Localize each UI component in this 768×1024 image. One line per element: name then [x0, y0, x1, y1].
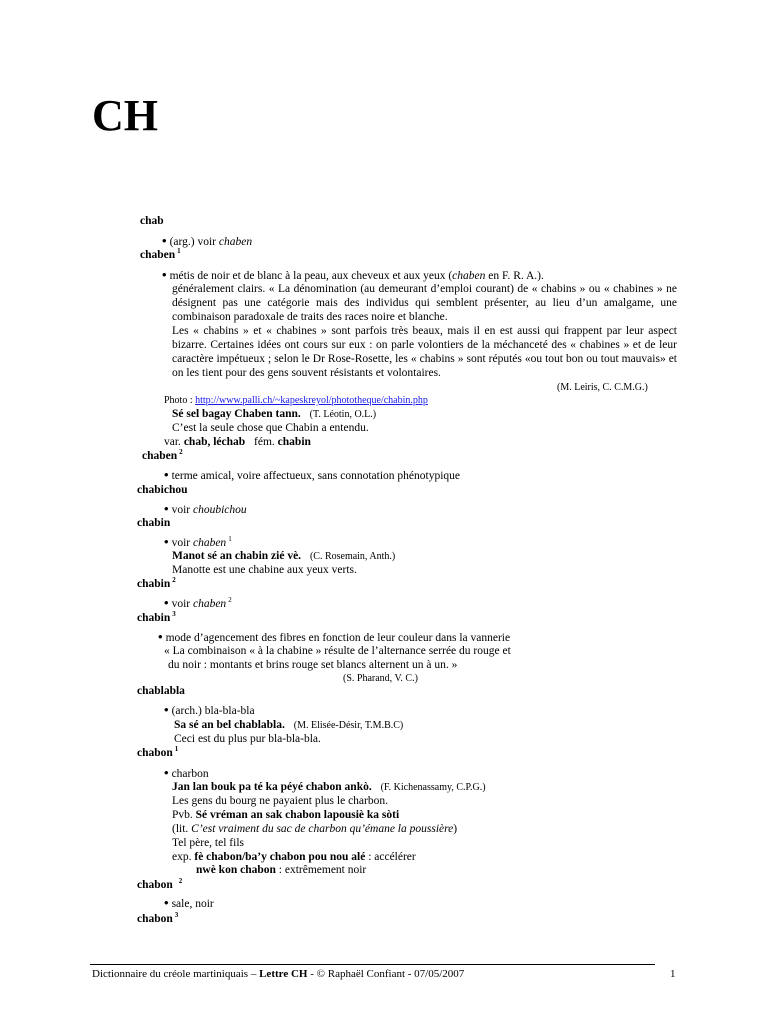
expression-2-chabon [196, 863, 366, 877]
definition-chabin-2 [164, 596, 232, 611]
definition-chab [162, 234, 252, 249]
definition-chabon-2 [164, 896, 214, 911]
footer-suffix: - © Raphaël Confiant - 07/05/2007 [307, 968, 465, 980]
def-text: charbon [171, 768, 209, 780]
cross-ref-number: 2 [228, 596, 232, 605]
bullet-icon: • [158, 629, 163, 644]
example-chabin [172, 549, 395, 564]
def-text: (arch.) bla-bla-bla [171, 705, 255, 717]
bullet-icon: • [162, 233, 167, 248]
definition-chabin-3 [158, 630, 510, 645]
homonym-number: 1 [177, 247, 181, 256]
quote-chabin-3b: du noir : montants et brins rouge set blancs alternent un à un. » [168, 659, 458, 671]
translation-chabon-1: Les gens du bourg ne payaient plus le charbon. [172, 795, 388, 807]
headword-chaben-2 [142, 449, 183, 463]
lit-text: C’est vraiment du sac de charbon qu’émane la poussière [191, 823, 454, 835]
footer-rule [90, 964, 655, 965]
definition-chabichou [164, 502, 247, 517]
footer-prefix: Dictionnaire du créole martiniquais – [92, 968, 260, 980]
var-value: chab, léchab [183, 436, 246, 448]
bullet-icon: • [164, 765, 169, 780]
photo-link[interactable]: http://www.palli.ch/~kapeskreyol/phototheque/chabin.php [195, 395, 428, 406]
definition-chaben-2 [164, 468, 460, 483]
example-creole: Sé sel bagay Chaben tann. [172, 408, 301, 420]
bullet-icon: • [164, 895, 169, 910]
expression-1-chabon [172, 850, 416, 864]
def-text: métis de noir et de blanc à la peau, aux cheveux et aux yeux ( [169, 270, 453, 282]
def-text: terme amical, voire affectueux, sans connotation phénotypique [171, 470, 461, 482]
paragraph-chaben-1a: généralement clairs. « La dénomination (au demeurant d’emploi courant) de « chabins » ou « chabines » ne désignent pas une catégorie mais des individus qui semblent présenter, au lieu d’un amalgame, une combinaison paradoxale de traits des races noire et blanche. [172, 283, 677, 323]
example-creole: Jan lan bouk pa té ka péyé chabon ankò. [172, 781, 372, 793]
def-text: (arg.) voir [169, 236, 219, 248]
bullet-icon: • [164, 595, 169, 610]
lit-prefix: (lit. [172, 823, 192, 835]
cross-ref-number: 1 [228, 535, 232, 544]
lit-suffix: ) [453, 823, 458, 835]
homonym-number: 2 [178, 877, 183, 886]
definition-chablabla [164, 703, 255, 718]
exp-french: : accélérer [365, 851, 416, 863]
headword-chabichou: chabichou [137, 484, 188, 496]
headword-text: chabin [137, 578, 171, 590]
literal-chabon-1 [172, 822, 457, 836]
homonym-number: 2 [172, 576, 176, 585]
headword-text: chaben [140, 249, 176, 261]
homonym-number: 1 [174, 745, 179, 754]
exp-french: : extrêmement noir [275, 864, 367, 876]
homonym-number: 3 [174, 911, 179, 920]
proverb-chabon-1 [172, 808, 399, 822]
exp-creole: fè chabon/ba’y chabon pou nou alé [194, 851, 366, 863]
headword-chabon-3 [137, 912, 178, 926]
homonym-number: 3 [172, 610, 176, 619]
letter-title: CH [92, 91, 158, 140]
bullet-icon: • [164, 702, 169, 717]
example-chablabla [174, 718, 403, 733]
example-source: (T. Léotin, O.L.) [309, 409, 377, 420]
def-text: voir [171, 598, 193, 610]
photo-label: Photo : [164, 395, 196, 406]
headword-text: chabon [137, 913, 173, 925]
example-creole: Sa sé an bel chablabla. [174, 719, 285, 731]
example-source: (F. Kichenassamy, C.P.G.) [380, 782, 486, 793]
headword-chabin-3 [137, 611, 176, 625]
pvb-label: Pvb. [172, 809, 196, 821]
def-italic: chaben [452, 270, 486, 282]
headword-text: chaben [142, 450, 178, 462]
example-source: (C. Rosemain, Anth.) [309, 551, 396, 562]
definition-chabon-1 [164, 766, 209, 781]
headword-chaben-1 [140, 248, 181, 262]
pvb-creole: Sé vréman an sak chabon lapousiè ka sòti [195, 809, 400, 821]
cross-ref: chaben [192, 537, 227, 549]
translation-chaben-1: C’est la seule chose que Chabin a entendu. [172, 422, 369, 434]
source-leiris: (M. Leiris, C. C.M.G.) [557, 382, 648, 393]
headword-chabin-2 [137, 577, 176, 591]
headword-chab: chab [140, 215, 164, 227]
def-text: voir [171, 537, 193, 549]
headword-text: chabin [137, 612, 171, 624]
fem-value: chabin [277, 436, 311, 448]
fem-label: fém. [254, 436, 278, 448]
example-chabon-1 [172, 780, 486, 795]
cross-ref: chaben [218, 236, 253, 248]
footer-text [92, 967, 464, 981]
def-text-end: en F. R. A.). [485, 270, 544, 282]
bullet-icon: • [164, 501, 169, 516]
cross-ref: chaben [192, 598, 227, 610]
var-label: var. [164, 436, 184, 448]
bullet-icon: • [162, 267, 167, 282]
example-source: (M. Elisée-Désir, T.M.B.C) [293, 720, 404, 731]
headword-text: chabon [137, 879, 173, 891]
translation-chabin: Manotte est une chabine aux yeux verts. [172, 564, 357, 576]
quote-chabin-3a: « La combinaison « à la chabine » résulte de l’alternance serrée du rouge et [164, 645, 511, 657]
headword-chabon-2 [137, 878, 182, 892]
definition-chaben-1 [162, 268, 544, 283]
exp-label: exp. [172, 851, 195, 863]
example-creole: Manot sé an chabin zié vè. [172, 550, 302, 562]
headword-chabon-1 [137, 746, 178, 760]
def-text: voir [171, 504, 193, 516]
definition-chabin [164, 535, 232, 550]
cross-ref: choubichou [192, 504, 247, 516]
variants-chaben-1 [164, 435, 311, 449]
headword-chabin: chabin [137, 517, 171, 529]
photo-line [164, 394, 428, 408]
bullet-icon: • [164, 467, 169, 482]
pvb-french-chabon-1: Tel père, tel fils [172, 837, 244, 849]
translation-chablabla: Ceci est du plus pur bla-bla-bla. [174, 733, 321, 745]
homonym-number: 2 [179, 448, 183, 457]
page-number: 1 [670, 968, 676, 980]
headword-text: chabon [137, 747, 173, 759]
headword-chablabla: chablabla [137, 685, 185, 697]
source-pharand: (S. Pharand, V. C.) [343, 673, 418, 684]
def-text: mode d’agencement des fibres en fonction de leur couleur dans la vannerie [165, 632, 511, 644]
exp-creole: nwè kon chabon [196, 864, 276, 876]
paragraph-chaben-1b: Les « chabins » et « chabines » sont parfois très beaux, mais il en est aussi qui frappent par leur aspect bizarre. Certaines idées ont cours sur eux : on parle volontiers de la méchanceté des « chabines » et de leur caractère impétueux ; selon le Dr Rose-Rosette, les « chabins » sont réputés «ou tout bon ou tout mauvais» et on les tient pour des gens souvent résistants et volontaires. [172, 325, 677, 379]
bullet-icon: • [164, 534, 169, 549]
example-chaben-1 [172, 407, 376, 422]
def-text: sale, noir [171, 898, 214, 910]
footer-letter: Lettre CH [259, 968, 308, 980]
